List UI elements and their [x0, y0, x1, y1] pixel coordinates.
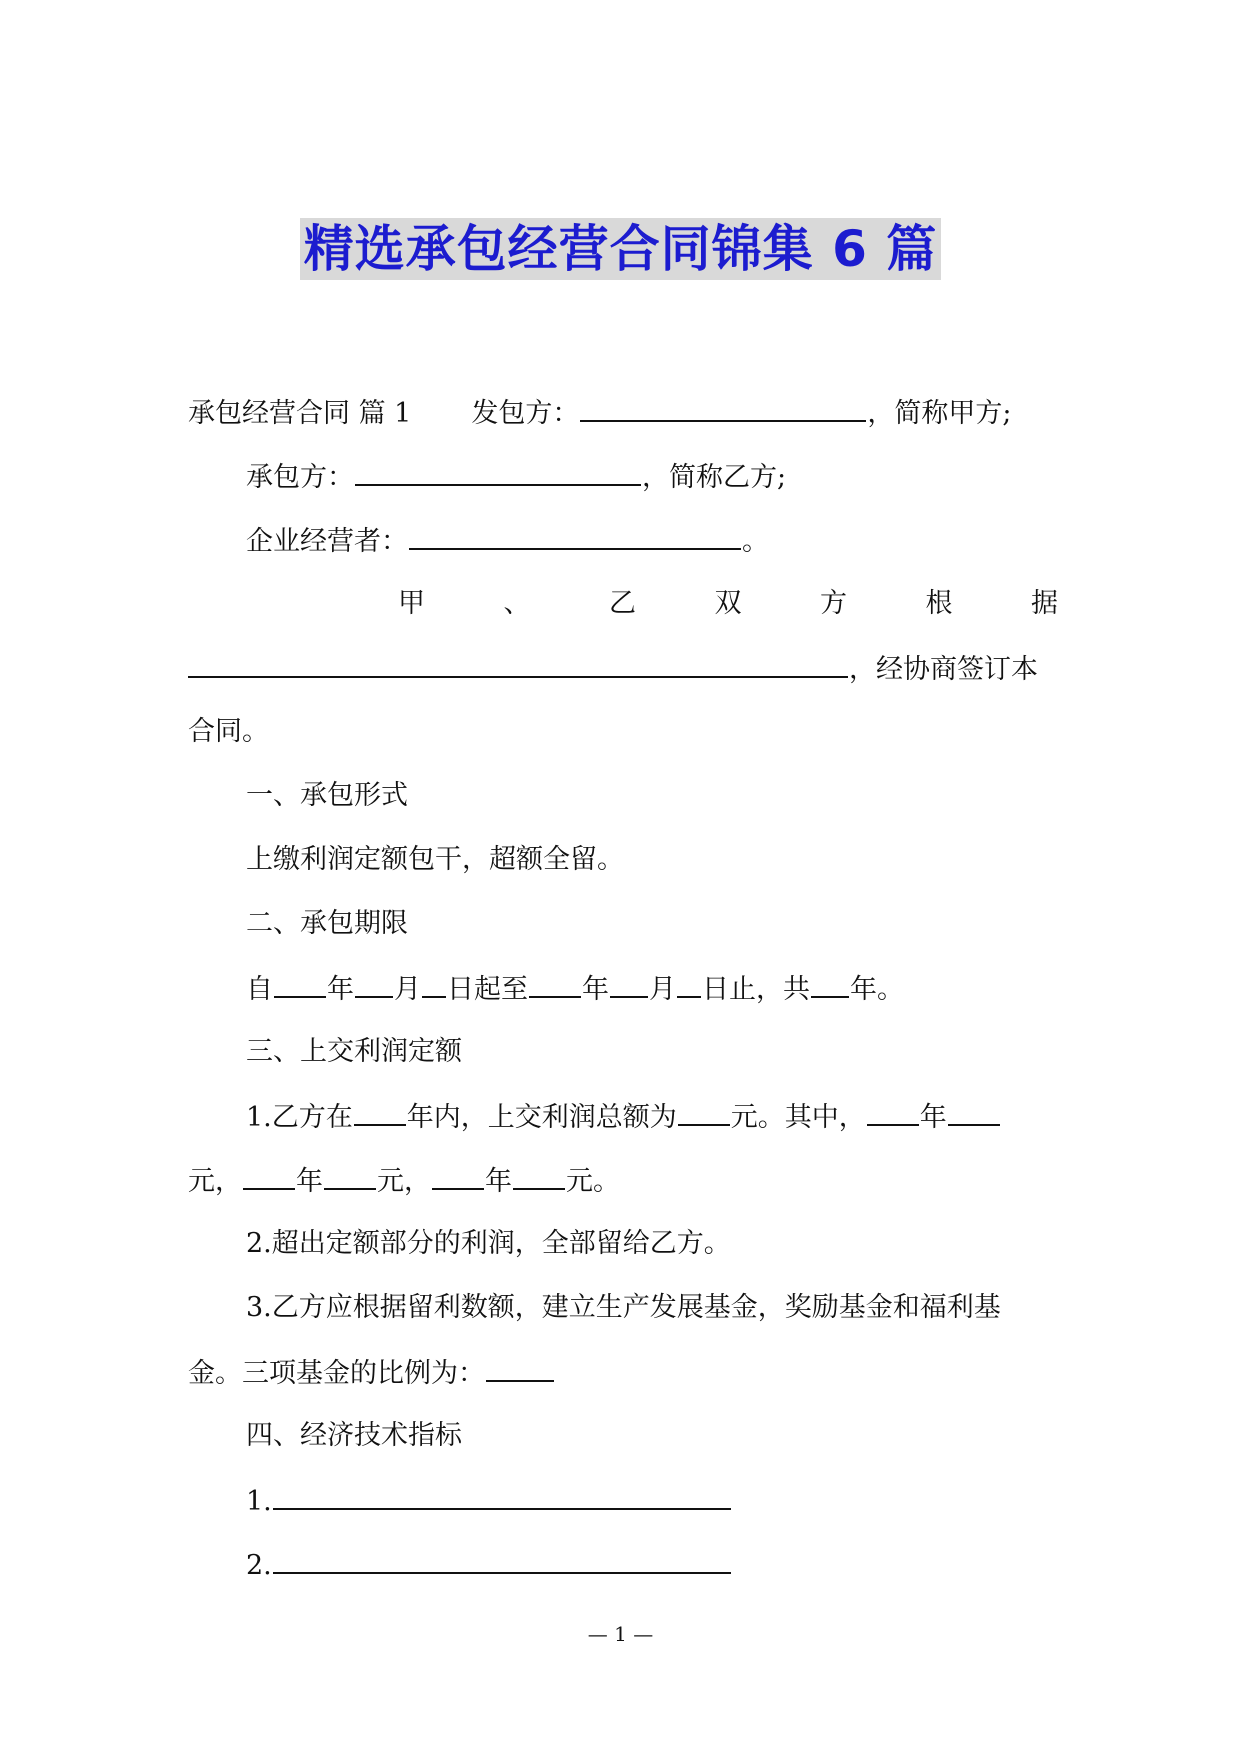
year-3-blank[interactable] [432, 1160, 484, 1190]
document-title: 精选承包经营合同锦集 6 篇 [300, 218, 942, 280]
fund-ratio-line [188, 1352, 1058, 1394]
day-end-label: 日止，共 [702, 974, 810, 1005]
indicator-number: 2. [246, 1550, 272, 1581]
employer-blank[interactable] [580, 392, 866, 422]
indicator-1-blank[interactable] [273, 1480, 731, 1510]
profit-text: 年内，上交利润总额为 [406, 1102, 677, 1133]
profit-text: 元。其中， [730, 1102, 866, 1133]
spread-line [188, 584, 1058, 624]
manager-line [246, 520, 1058, 562]
profit-line-2 [188, 1160, 1058, 1202]
section-heading-2: 二、承包期限 [246, 908, 408, 939]
contract-subtitle: 承包经营合同 篇 1 [188, 398, 412, 429]
contractor-line [246, 456, 1058, 498]
contractor-label: 承包方： [246, 462, 354, 493]
employer-abbrev: ，简称甲方; [867, 398, 1012, 429]
section-text-1: 上缴利润定额包干，超额全留。 [246, 844, 624, 875]
total-profit-blank[interactable] [678, 1096, 730, 1126]
year-label: 年 [327, 974, 354, 1005]
profit-line-1 [246, 1096, 1058, 1138]
employer-label: 发包方： [471, 398, 580, 429]
indicator-2 [246, 1544, 1058, 1586]
profit-clause-3: 3.乙方应根据留利数额，建立生产发展基金，奖励基金和福利基 [246, 1292, 1001, 1323]
indicator-1 [246, 1480, 1058, 1522]
profit-clause-2: 2.超出定额部分的利润，全部留给乙方。 [246, 1228, 731, 1259]
section-heading-3: 三、上交利润定额 [246, 1036, 462, 1067]
amount-3-blank[interactable] [513, 1160, 565, 1190]
manager-end: 。 [742, 526, 769, 557]
indicator-2-blank[interactable] [273, 1544, 731, 1574]
basis-blank[interactable] [188, 648, 848, 678]
spread-char: 甲 [398, 588, 425, 619]
profit-text: 1.乙方在 [246, 1102, 353, 1133]
end-year-blank[interactable] [529, 968, 581, 998]
spread-char: 根 [925, 588, 953, 619]
spread-char: 方 [820, 588, 847, 619]
section-heading-4: 四、经济技术指标 [246, 1420, 462, 1451]
spread-char: 、 [503, 588, 531, 619]
profit-text: 元， [188, 1166, 242, 1197]
manager-blank[interactable] [409, 520, 741, 550]
profit-text: 年 [296, 1166, 323, 1197]
title-container [0, 218, 1241, 280]
year-label: 年 [582, 974, 609, 1005]
profit-text: 年 [485, 1166, 512, 1197]
profit-text: 年 [919, 1102, 947, 1133]
profit-text: 元。 [566, 1166, 620, 1197]
section-heading-1: 一、承包形式 [246, 780, 408, 811]
start-month-blank[interactable] [355, 968, 393, 998]
basis-line [188, 648, 1058, 690]
month-label: 月 [394, 974, 421, 1005]
fund-ratio-label: 金。三项基金的比例为： [188, 1358, 485, 1389]
basis-text: ，经协商签订本 [849, 654, 1038, 685]
year-end-label: 年。 [850, 974, 904, 1005]
spread-char: 乙 [609, 588, 636, 619]
term-from: 自 [246, 974, 273, 1005]
month-label: 月 [649, 974, 676, 1005]
end-day-blank[interactable] [677, 968, 701, 998]
year-1-blank[interactable] [867, 1096, 919, 1126]
total-years-blank[interactable] [811, 968, 849, 998]
year-2-blank[interactable] [243, 1160, 295, 1190]
spread-char: 双 [714, 588, 742, 619]
contract-header-line [188, 392, 1058, 434]
start-year-blank[interactable] [274, 968, 326, 998]
fund-ratio-blank[interactable] [486, 1352, 554, 1382]
contractor-abbrev: ，简称乙方; [642, 462, 787, 493]
day-label: 日起至 [447, 974, 528, 1005]
amount-2-blank[interactable] [324, 1160, 376, 1190]
basis-line-end: 合同。 [188, 716, 269, 747]
contractor-blank[interactable] [355, 456, 641, 486]
end-month-blank[interactable] [610, 968, 648, 998]
years-blank[interactable] [354, 1096, 406, 1126]
term-line [246, 968, 1058, 1010]
manager-label: 企业经营者： [246, 526, 408, 557]
page-number: — 1 — [587, 1622, 654, 1646]
spread-char: 据 [1031, 588, 1058, 619]
profit-text: 元， [377, 1166, 431, 1197]
start-day-blank[interactable] [422, 968, 446, 998]
indicator-number: 1. [246, 1486, 272, 1517]
amount-1-blank[interactable] [948, 1096, 1000, 1126]
